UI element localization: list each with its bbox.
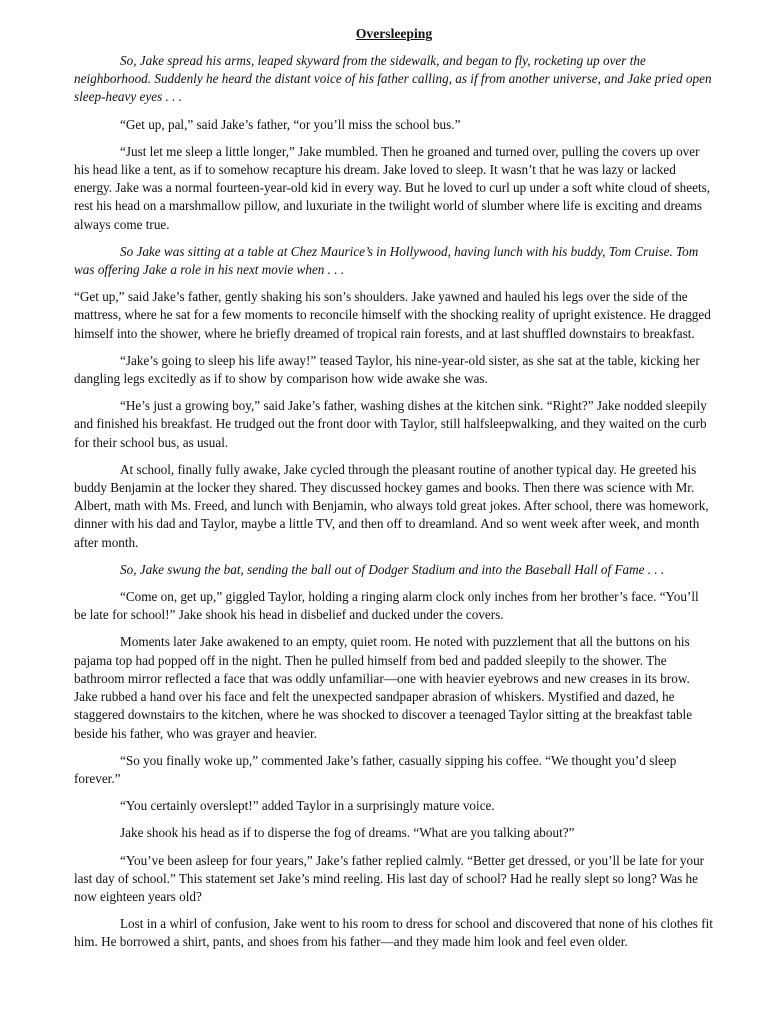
story-paragraph: Moments later Jake awakened to an empty, quiet room. He noted with puzzlement that all the buttons on his pajama top had popped off in the night. Then he pulled himself from bed and padded sleepily to the shower. The bathroom mirror reflected a face that was oddly unfamiliar—one with heavier eyebrows and new creases in its brow. Jake rubbed a hand over his face and felt the unexpected sandpaper abrasion of whiskers. Mystified and dazed, he staggered downstairs to the kitchen, where he was shocked to discover a teenaged Taylor sitting at the breakfast table beside his father, who was grayer and heavier. <box>74 634 693 741</box>
dream-paragraph: So, Jake swung the bat, sending the ball out of Dodger Stadium and into the Baseball Hall of Fame . . . <box>120 561 665 577</box>
dream-paragraph: So, Jake spread his arms, leaped skyward from the sidewalk, and began to fly, rocketing up over the neighborhood. Suddenly he heard the distant voice of his father calling, as if from another universe, and Jake pried open sleep-heavy eyes . . . <box>74 53 712 105</box>
document-title: Oversleeping <box>355 26 433 41</box>
story-paragraph: At school, finally fully awake, Jake cycled through the pleasant routine of another typical day. He greeted his buddy Benjamin at the locker they shared. They discussed hockey games and books. Then there was science with Mr. Albert, math with Ms. Freed, and lunch with Benjamin, who always told great jokes. After school, there was homework, dinner with his dad and Taylor, maybe a little TV, and then off to dreamland. And so went week after week, and month after month. <box>74 461 709 550</box>
story-paragraph: “Get up,” said Jake’s father, gently shaking his son’s shoulders. Jake yawned and hauled his legs over the side of the mattress, where he sat for a few moments to reconcile himself with the shocking reality of upright existence. He dragged himself into the shower, where he briefly dreamed of tropical rain forests, and at last shuffled downstairs to breakfast. <box>74 289 711 341</box>
story-paragraph: “You certainly overslept!” added Taylor in a surprisingly mature voice. <box>120 798 495 814</box>
story-paragraph: “Jake’s going to sleep his life away!” teased Taylor, his nine-year-old sister, as she sat at the table, kicking her dangling legs excitedly as if to show by comparison how wide awake she was. <box>74 352 700 387</box>
story-paragraph: “Come on, get up,” giggled Taylor, holding a ringing alarm clock only inches from her brother’s face. “You’ll be late for school!” Jake shook his head in disbelief and ducked under the covers. <box>74 589 699 623</box>
story-paragraph: “Just let me sleep a little longer,” Jake mumbled. Then he groaned and turned over, pulling the covers up over his head like a tent, as if to somehow recapture his dream. Jake loved to sleep. It wasn’t that he was lazy or lacked energy. Jake was a normal fourteen-year-old kid in every way. But he loved to curl up under a soft white cloud of sheets, rest his head on a marshmallow pillow, and luxuriate in the twilight world of slumber where life is exciting and dreams always come true. <box>74 143 711 232</box>
document-body <box>74 52 714 952</box>
story-paragraph: “He’s just a growing boy,” said Jake’s father, washing dishes at the kitchen sink. “Right?” Jake nodded sleepily and finished his breakfast. He trudged out the front door with Taylor, still halfsleepwalking, and they waited on the curb for their school bus, as usual. <box>74 398 707 450</box>
story-paragraph: “So you finally woke up,” commented Jake’s father, casually sipping his coffee. “We thought you’d sleep forever.” <box>74 752 677 786</box>
document-page <box>74 25 714 961</box>
story-paragraph: “Get up, pal,” said Jake’s father, “or you’ll miss the school bus.” <box>120 116 461 132</box>
story-paragraph: Lost in a whirl of confusion, Jake went to his room to dress for school and discovered that none of his clothes fit him. He borrowed a shirt, pants, and shoes from his father—and they made him look and feel even older. <box>74 916 713 950</box>
story-paragraph: “You’ve been asleep for four years,” Jake’s father replied calmly. “Better get dressed, or you’ll be late for your last day of school.” This statement set Jake’s mind reeling. His last day of school? Had he really slept so long? Was he now eighteen years old? <box>74 852 705 904</box>
story-paragraph: Jake shook his head as if to disperse the fog of dreams. “What are you talking about?” <box>120 825 575 841</box>
dream-paragraph: So Jake was sitting at a table at Chez Maurice’s in Hollywood, having lunch with his buddy, Tom Cruise. Tom was offering Jake a role in his next movie when . . . <box>74 243 699 278</box>
